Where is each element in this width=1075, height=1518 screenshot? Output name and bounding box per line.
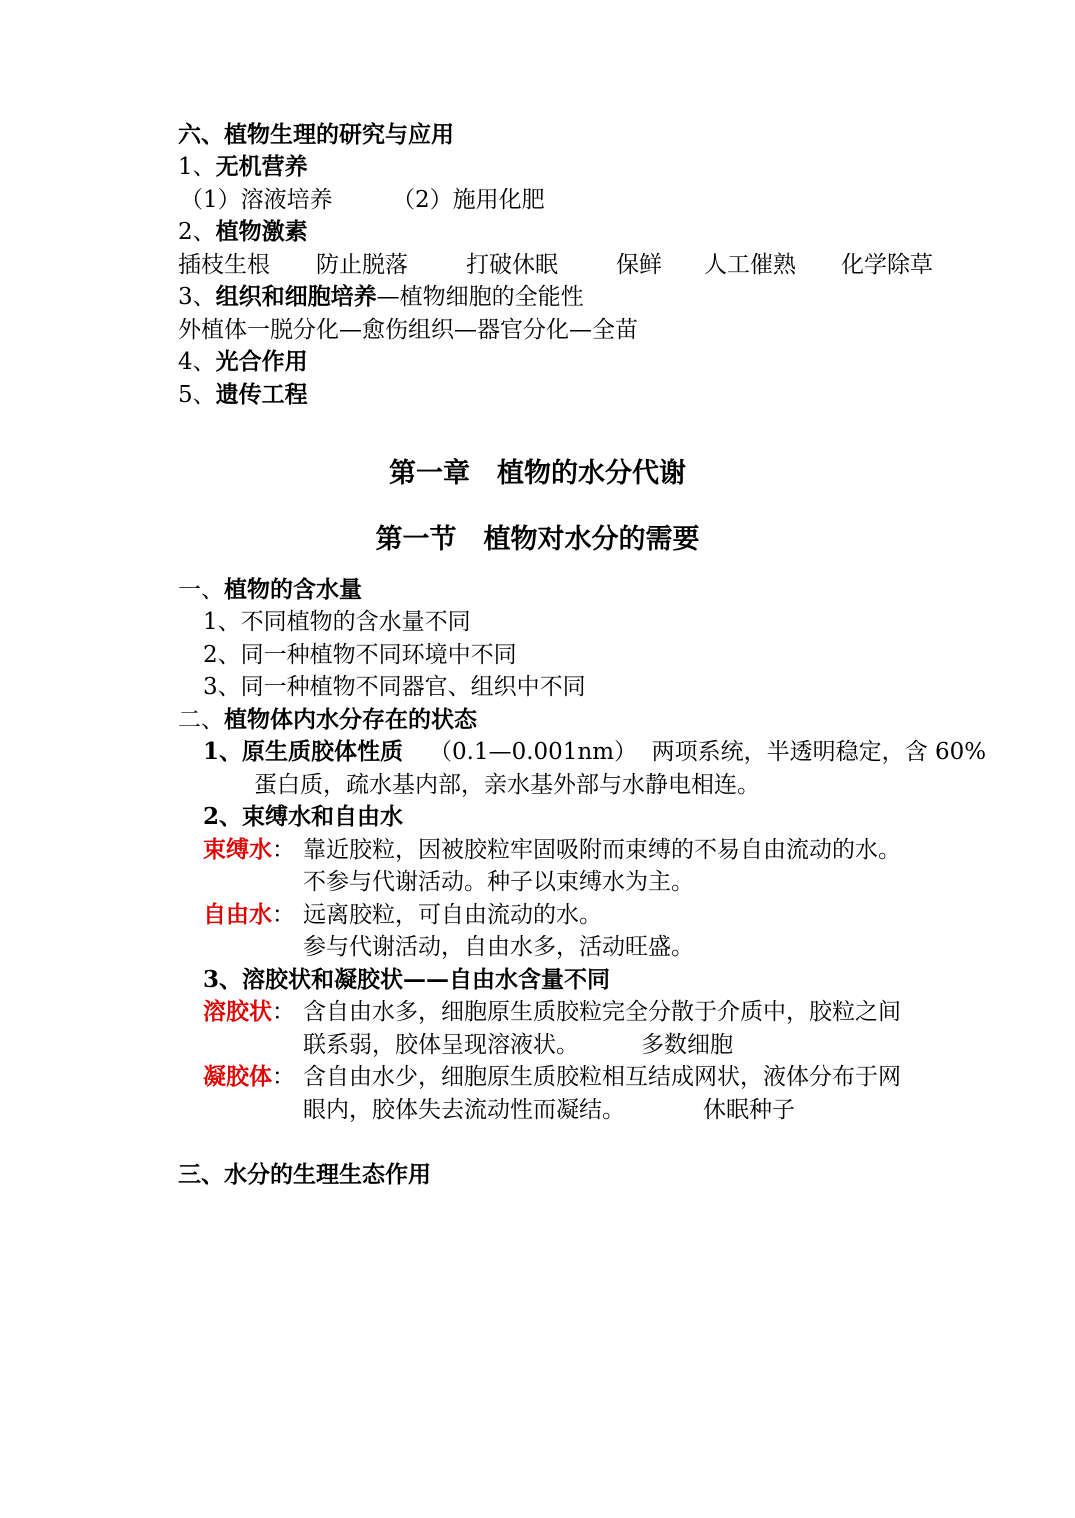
heading-number: 二、 <box>178 707 224 733</box>
definition-text: 不参与代谢活动。种子以束缚水为主。 <box>303 869 694 895</box>
subsection-text: （0.1—0.001nm） 两项系统，半透明稳定，含 60% <box>429 739 987 765</box>
item-title: 植物激素 <box>215 218 308 245</box>
list-item: 3、同一种植物不同器官、组织中不同 <box>203 674 586 700</box>
list-item <box>178 151 308 183</box>
item-number: 4、 <box>178 349 216 375</box>
part-heading: 三、水分的生理生态作用 <box>178 1161 431 1188</box>
term-label: 自由水 <box>203 901 272 928</box>
hormone-use: 人工催熟 <box>704 252 796 278</box>
example-text: 多数细胞 <box>641 1032 733 1058</box>
section-heading: 六、植物生理的研究与应用 <box>178 121 454 148</box>
term-colon: ： <box>272 999 295 1025</box>
term-label: 溶胶状 <box>203 998 272 1025</box>
item-detail: （2）施用化肥 <box>392 187 545 213</box>
list-item <box>178 216 308 248</box>
item-number: 5、 <box>178 382 216 408</box>
process-text: 外植体一脱分化—愈伤组织—器官分化—全苗 <box>178 317 638 343</box>
section-title: 第一节 植物对水分的需要 <box>375 524 700 555</box>
heading-text: 植物的含水量 <box>224 576 362 603</box>
hormone-use: 插枝生根 <box>178 252 270 278</box>
definition-text: 远离胶粒，可自由流动的水。 <box>303 902 602 928</box>
list-item: 1、不同植物的含水量不同 <box>203 609 471 635</box>
part-heading <box>178 704 477 736</box>
item-suffix: —植物细胞的全能性 <box>376 284 584 310</box>
list-item: 2、同一种植物不同环境中不同 <box>203 642 517 668</box>
subsection-text: 蛋白质，疏水基内部，亲水基外部与水静电相连。 <box>254 772 760 798</box>
definition-text: 联系弱，胶体呈现溶液状。 <box>303 1032 579 1058</box>
subsection-number: 2 <box>203 803 220 830</box>
hormone-use: 保鲜 <box>616 252 662 278</box>
definition-text: 含自由水少，细胞原生质胶粒相互结成网状，液体分布于网 <box>303 1064 901 1090</box>
subsection-number: 1 <box>203 738 220 765</box>
subsection-title: 、原生质胶体性质 <box>219 738 404 765</box>
list-item <box>178 346 308 378</box>
item-detail: （1）溶液培养 <box>180 187 333 213</box>
item-number: 3、 <box>178 284 216 310</box>
item-title: 无机营养 <box>215 153 308 180</box>
item-title: 遗传工程 <box>215 381 308 408</box>
subsection-line <box>203 801 403 833</box>
definition-line <box>203 834 295 866</box>
item-title: 光合作用 <box>215 348 308 375</box>
definition-text: 靠近胶粒，因被胶粒牢固吸附而束缚的不易自由流动的水。 <box>303 837 901 863</box>
term-colon: ： <box>272 837 295 863</box>
item-number: 2、 <box>178 219 216 245</box>
subsection-line <box>203 736 986 768</box>
subsection-number: 3 <box>203 966 220 993</box>
definition-text: 眼内，胶体失去流动性而凝结。 <box>303 1097 625 1123</box>
subsection-title: 、溶胶状和凝胶状——自由水含量不同 <box>219 966 611 993</box>
heading-number: 一、 <box>178 577 224 603</box>
item-number: 1、 <box>178 154 216 180</box>
heading-text: 植物体内水分存在的状态 <box>224 706 477 733</box>
subsection-title: 、束缚水和自由水 <box>219 803 404 830</box>
part-heading <box>178 574 362 606</box>
definition-line <box>203 1061 295 1093</box>
term-colon: ： <box>272 902 295 928</box>
hormone-use: 打破休眠 <box>466 252 558 278</box>
chapter-title: 第一章 植物的水分代谢 <box>389 458 686 489</box>
term-colon: ： <box>272 1064 295 1090</box>
definition-text: 含自由水多，细胞原生质胶粒完全分散于介质中，胶粒之间 <box>303 999 901 1025</box>
term-label: 凝胶体 <box>203 1063 272 1090</box>
example-text: 休眠种子 <box>703 1097 795 1123</box>
hormone-use: 化学除草 <box>841 252 933 278</box>
term-label: 束缚水 <box>203 836 272 863</box>
definition-line <box>203 899 295 931</box>
list-item <box>178 379 308 411</box>
list-item <box>178 281 584 313</box>
item-title: 组织和细胞培养 <box>215 283 377 310</box>
hormone-use: 防止脱落 <box>316 252 408 278</box>
subsection-line <box>203 964 610 996</box>
definition-line <box>203 996 295 1028</box>
definition-text: 参与代谢活动，自由水多，活动旺盛。 <box>303 934 694 960</box>
